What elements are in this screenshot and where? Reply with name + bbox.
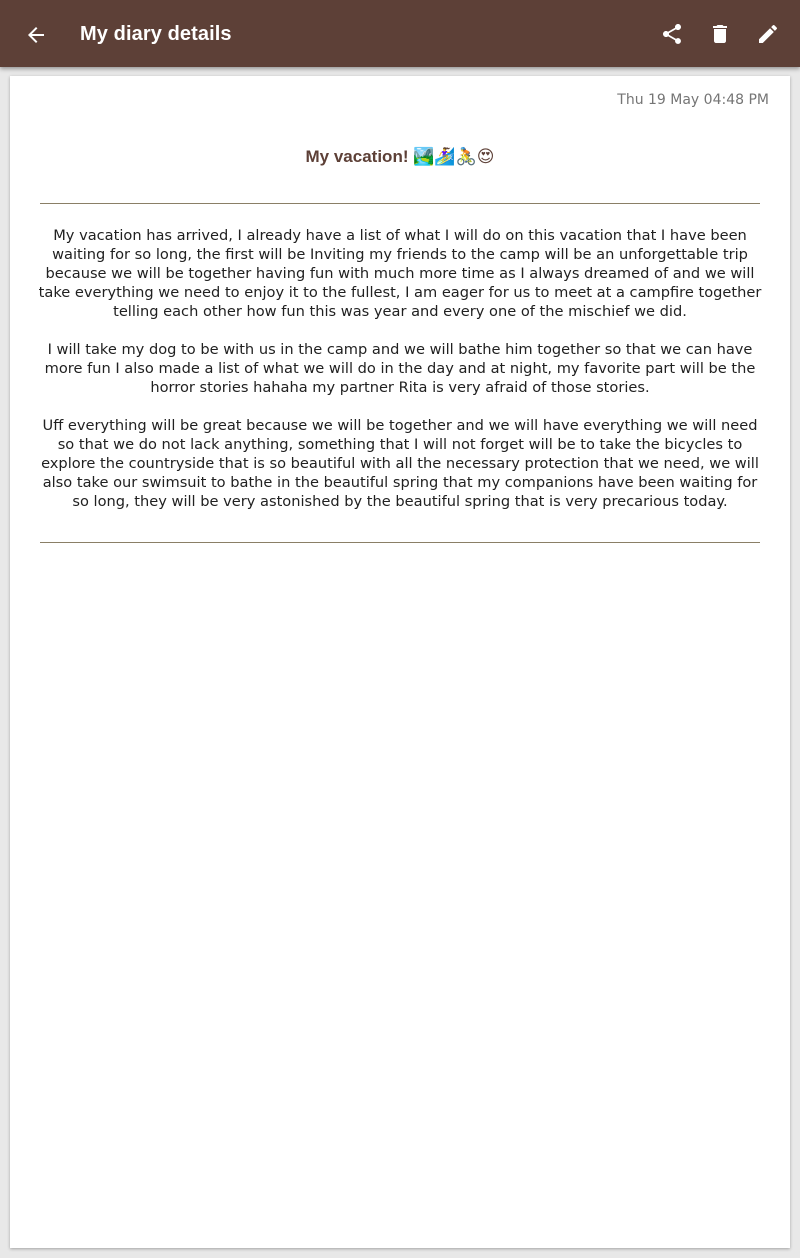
entry-body xyxy=(38,226,762,530)
trash-icon xyxy=(708,22,732,46)
edit-button[interactable] xyxy=(746,12,790,56)
top-divider xyxy=(40,203,760,204)
app-bar xyxy=(0,0,800,67)
back-button[interactable] xyxy=(14,13,58,57)
delete-button[interactable] xyxy=(698,12,742,56)
pencil-icon xyxy=(756,22,780,46)
share-icon xyxy=(660,22,684,46)
page-title: My diary details xyxy=(80,23,232,45)
arrow-back-icon xyxy=(24,23,48,47)
bottom-divider xyxy=(40,542,760,543)
entry-date: Thu 19 May 04:48 PM xyxy=(617,92,769,108)
diary-entry-card xyxy=(10,76,790,1248)
entry-paragraph: I will take my dog to be with us in the camp and we will bathe him together so that we can have more fun I also made a list of what we will do in the day and at night, my favorite part will be the horror stories hahaha my partner Rita is very afraid of those stories. xyxy=(44,341,756,396)
entry-title-emojis: 🏞️🏄‍♀️🚴😍 xyxy=(413,147,495,166)
entry-paragraph: Uff everything will be great because we will be together and we will have everything we will need so that we do not lack anything, something that I will not forget will be to take the bicycles to explore the countryside that is so beautiful with all the necessary protection that we need, we will also take our swimsuit to bathe in the beautiful spring that my companions have been waiting for so long, they will be very astonished by the beautiful spring that is very precarious today. xyxy=(41,417,759,510)
entry-paragraph: My vacation has arrived, I already have a list of what I will do on this vacation that I have been waiting for so long, the first will be Inviting my friends to the camp will be an unforgettable trip because we will be together having fun with much more time as I always dreamed of and we will take everything we need to enjoy it to the fullest, I am eager for us to meet at a campfire together telling each other how fun this was year and every one of the mischief we did. xyxy=(38,227,762,320)
entry-title-text: My vacation! xyxy=(305,147,409,166)
entry-title xyxy=(10,147,790,167)
share-button[interactable] xyxy=(650,12,694,56)
